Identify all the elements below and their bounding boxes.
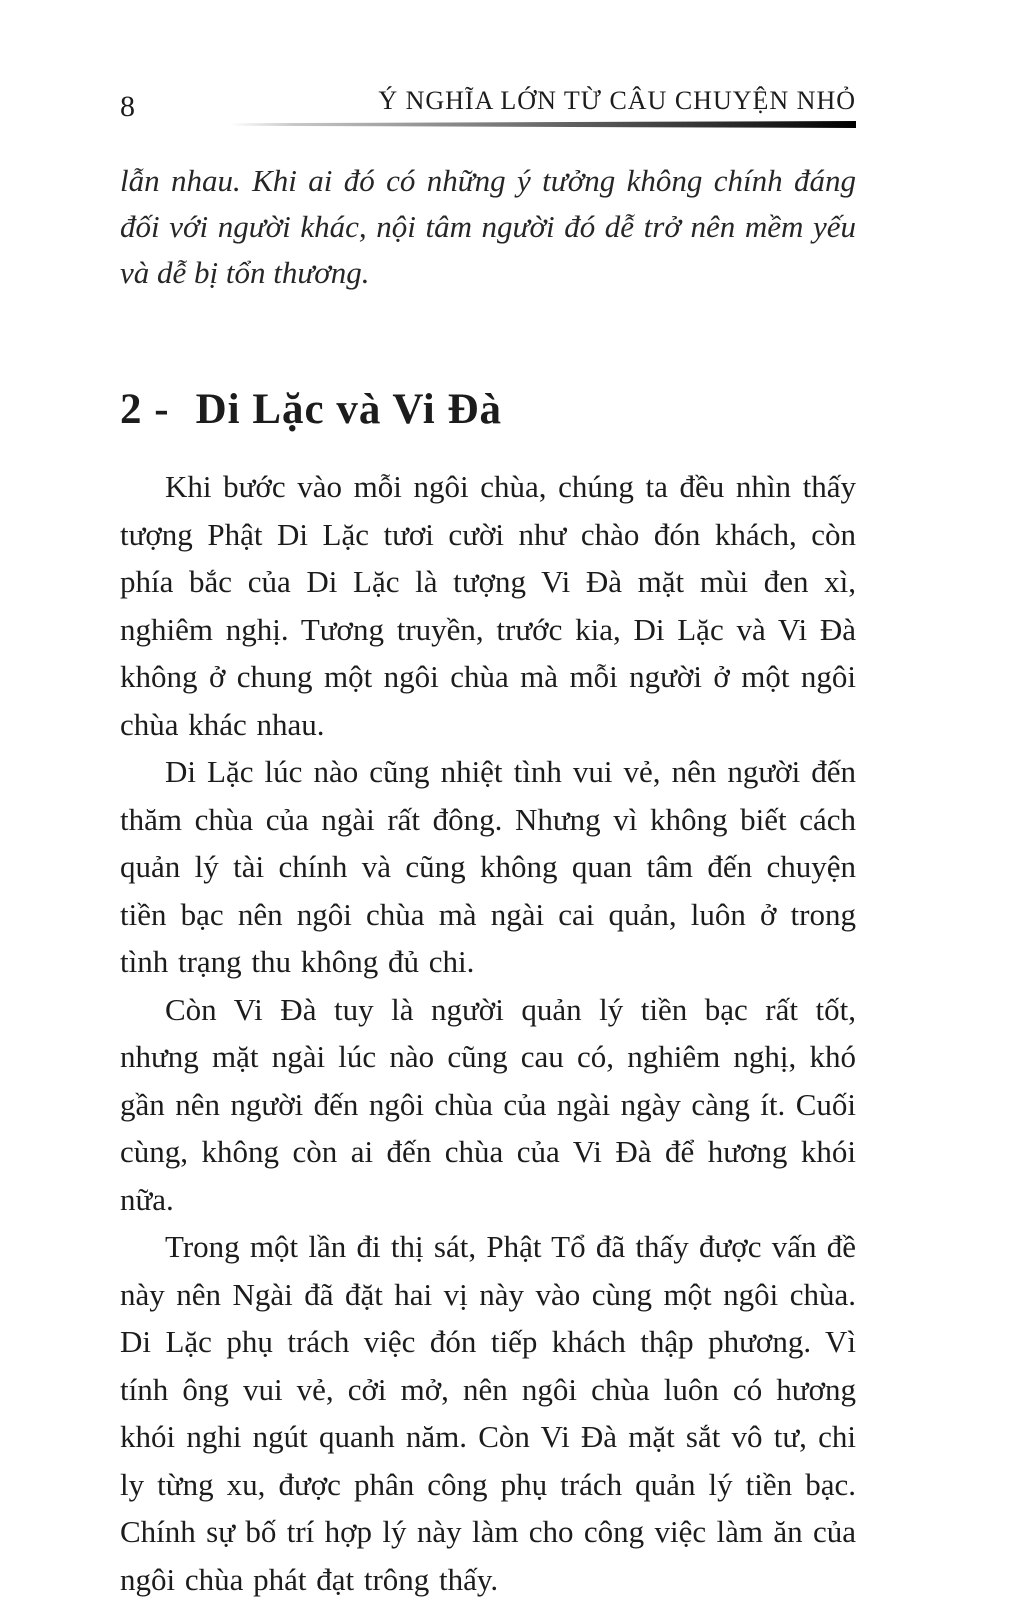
section-heading-number: 2 - — [120, 386, 170, 433]
paragraph: Khi bước vào mỗi ngôi chùa, chúng ta đều nhìn thấy tượng Phật Di Lặc tươi cười như chào đón khách, còn phía bắc của Di Lặc là tượng Vi Đà mặt mùi đen xì, nghiêm nghị. Tương truyền, trước kia, Di Lặc và Vi Đà không ở chung một ngôi chùa mà mỗi người ở một ngôi chùa khác nhau. — [120, 469, 856, 742]
section-heading — [120, 386, 856, 433]
paragraph: Trong một lần đi thị sát, Phật Tổ đã thấy được vấn đề này nên Ngài đã đặt hai vị này vào cùng một ngôi chùa. Di Lặc phụ trách việc đón tiếp khách thập phương. Vì tính ông vui vẻ, cởi mở, nên ngôi chùa luôn có hương khói nghi ngút quanh năm. Còn Vi Đà mặt sắt vô tư, chi ly từng xu, được phân công phụ trách quản lý tiền bạc. Chính sự bố trí hợp lý này làm cho công việc làm ăn của ngôi chùa phát đạt trông thấy. — [120, 1229, 856, 1597]
header-rule-divider — [230, 121, 856, 128]
page-header — [120, 84, 856, 123]
page-number: 8 — [120, 90, 135, 123]
body-text — [120, 463, 856, 1603]
paragraph: Di Lặc lúc nào cũng nhiệt tình vui vẻ, nên người đến thăm chùa của ngài rất đông. Nhưng vì không biết cách quản lý tài chính và cũng không quan tâm đến chuyện tiền bạc nên ngôi chùa mà ngài cai quản, luôn ở trong tình trạng thu không đủ chi. — [120, 754, 856, 980]
paragraph: Còn Vi Đà tuy là người quản lý tiền bạc rất tốt, nhưng mặt ngài lúc nào cũng cau có, nghiêm nghị, khó gần nên người đến ngôi chùa của ngài ngày càng ít. Cuối cùng, không còn ai đến chùa của Vi Đà để hương khói nữa. — [120, 991, 856, 1217]
section-heading-title: Di Lặc và Vi Đà — [195, 386, 503, 433]
continued-paragraph: lẫn nhau. Khi ai đó có những ý tưởng không chính đáng đối với người khác, nội tâm người đó dễ trở nên mềm yếu và dễ bị tổn thương. — [120, 163, 856, 290]
running-head: Ý NGHĨA LỚN TỪ CÂU CHUYỆN NHỎ — [378, 86, 856, 115]
